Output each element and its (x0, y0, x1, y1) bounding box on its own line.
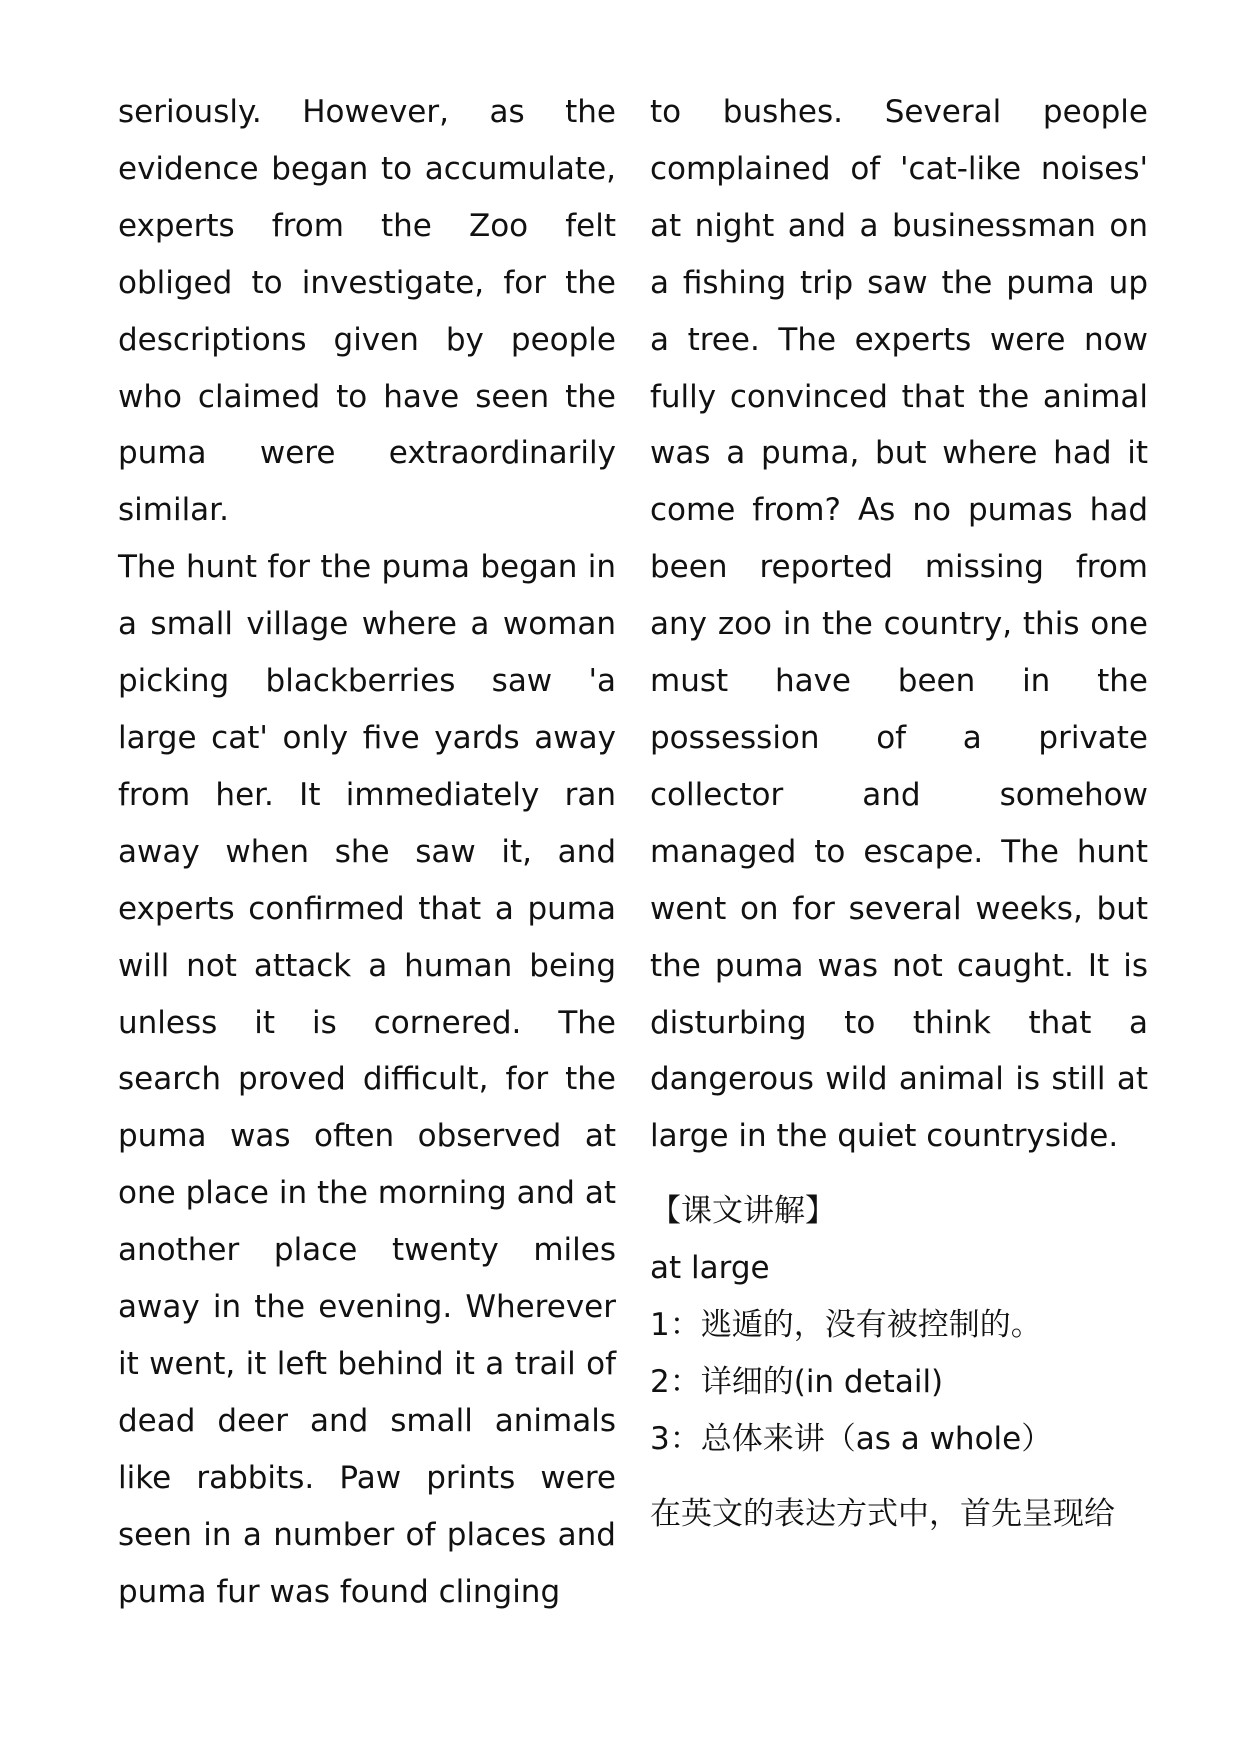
paragraph-evidence: seriously. However, as the evidence began to accumulate, experts from the Zoo felt obliged to investigate, for the descriptions given by people who claimed to have seen the puma were extraordinarily similar. (118, 94, 616, 529)
notes-meaning-3: 3：总体来讲（as a whole） (650, 1420, 1053, 1457)
notes-trailing-text: 在英文的表达方式中，首先呈现给 (650, 1495, 1115, 1532)
notes-meaning-1: 1：逃遁的，没有被控制的。 (650, 1307, 1042, 1344)
left-column (118, 84, 616, 1620)
lesson-notes (650, 1183, 1148, 1542)
right-column (650, 84, 1148, 1543)
notes-heading: 【课文讲解】 (650, 1193, 836, 1230)
paragraph-bushes: to bushes. Several people complained of 'cat-like noises' at night and a businessman on a fishing trip saw the puma up a tree. The experts were now fully convinced that the animal was a puma, but where had it come from? As no pumas had been reported missing from any zoo in the country, this one must have been in the possession of a private collector and somehow managed to escape. The hunt went on for several weeks, but the puma was not caught. It is disturbing to think that a dangerous wild animal is still at large in the quiet countryside. (650, 94, 1148, 1155)
notes-term: at large (650, 1250, 770, 1287)
notes-meaning-2: 2：详细的(in detail) (650, 1363, 944, 1400)
paragraph-hunt: The hunt for the puma began in a small village where a woman picking blackberries saw 'a large cat' only five yards away from her. It immediately ran away when she saw it, and experts confirmed that a puma will not attack a human being unless it is cornered. The search proved difficult, for the puma was often observed at one place in the morning and at another place twenty miles away in the evening. Wherever it went, it left behind it a trail of dead deer and small animals like rabbits. Paw prints were seen in a number of places and puma fur was found clinging (118, 549, 616, 1610)
